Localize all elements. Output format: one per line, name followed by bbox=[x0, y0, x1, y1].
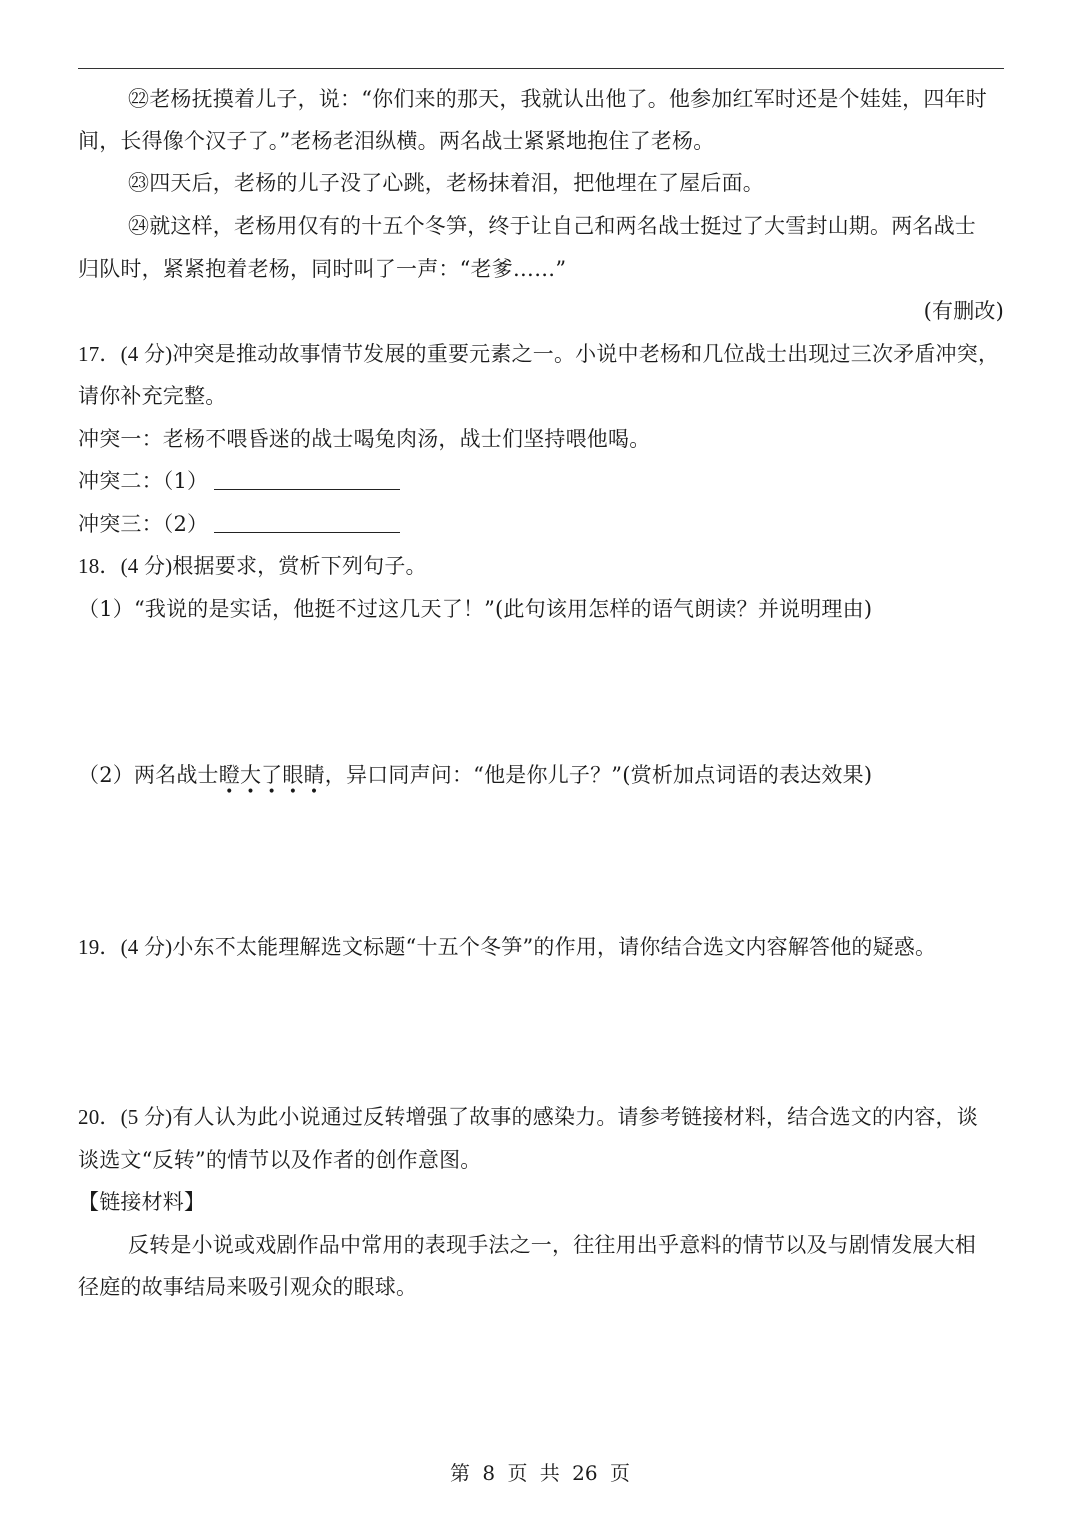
question-20-line2: 谈选文“反转”的情节以及作者的创作意图。 bbox=[78, 1148, 482, 1172]
question-number: 18．(4 分) bbox=[78, 554, 173, 578]
material-line1: 反转是小说或戏剧作品中常用的表现手法之一，往往用出乎意料的情节以及与剧情发展大相 bbox=[128, 1233, 976, 1257]
sub-2-prefix: （2）两名战士 bbox=[78, 763, 219, 787]
passage-p23: ㉓四天后，老杨的儿子没了心跳，老杨抹着泪，把他埋在了屋后面。 bbox=[128, 171, 764, 195]
conflict-1: 冲突一：老杨不喂昏迷的战士喝兔肉汤，战士们坚持喂他喝。 bbox=[78, 427, 651, 451]
passage-note: (有删改) bbox=[923, 299, 1004, 323]
passage-p24-line1: ㉔就这样，老杨用仅有的十五个冬笋，终于让自己和两名战士挺过了大雪封山期。两名战士 bbox=[128, 214, 976, 238]
question-number: 17．(4 分) bbox=[78, 342, 173, 366]
question-20 bbox=[78, 1102, 1008, 1132]
question-text: 小东不太能理解选文标题“十五个冬笋”的作用，请你结合选文内容解答他的疑惑。 bbox=[172, 935, 937, 959]
conflict-3 bbox=[78, 509, 1008, 539]
passage-p24-line2: 归队时，紧紧抱着老杨，同时叫了一声：“老爹……” bbox=[78, 257, 567, 281]
page-footer: 第 8 页 共 26 页 bbox=[450, 1461, 630, 1485]
emphasis-dots: • • • • • bbox=[225, 784, 319, 800]
sub-2-suffix: ，异口同声问：“他是你儿子？”(赏析加点词语的表达效果) bbox=[324, 763, 873, 787]
material-title: 【链接材料】 bbox=[78, 1190, 206, 1214]
passage-p22-line1: ㉒老杨抚摸着儿子，说：“你们来的那天，我就认出他了。他参加红军时还是个娃娃，四年时 bbox=[128, 87, 987, 111]
emphasized-phrase bbox=[218, 760, 325, 800]
question-17 bbox=[78, 339, 1008, 369]
question-number: 19．(4 分) bbox=[78, 935, 173, 959]
question-number: 20．(5 分) bbox=[78, 1105, 173, 1129]
passage-p22-line2: 间，长得像个汉子了。”老杨老泪纵横。两名战士紧紧地抱住了老杨。 bbox=[78, 129, 715, 153]
header-rule bbox=[78, 68, 1004, 69]
material-line2: 径庭的故事结局来吸引观众的眼球。 bbox=[78, 1275, 418, 1299]
question-text: 有人认为此小说通过反转增强了故事的感染力。请参考链接材料，结合选文的内容，谈 bbox=[172, 1105, 978, 1129]
conflict-3-label: 冲突三：（2） bbox=[78, 512, 209, 536]
answer-blank-1[interactable] bbox=[214, 467, 400, 490]
question-text: 冲突是推动故事情节发展的重要元素之一。小说中老杨和几位战士出现过三次矛盾冲突， bbox=[172, 342, 1000, 366]
question-18-sub-1: （1）“我说的是实话，他挺不过这几天了！”(此句该用怎样的语气朗读？并说明理由) bbox=[78, 597, 873, 621]
question-18 bbox=[78, 551, 1008, 581]
answer-blank-2[interactable] bbox=[214, 510, 400, 533]
question-text: 根据要求，赏析下列句子。 bbox=[172, 554, 427, 578]
question-18-sub-2 bbox=[78, 760, 1008, 800]
question-19 bbox=[78, 932, 1008, 962]
conflict-2-label: 冲突二：（1） bbox=[78, 469, 209, 493]
question-17-line2: 请你补充完整。 bbox=[78, 384, 227, 408]
emphasized-phrase-text: 瞪大了眼睛 bbox=[218, 763, 325, 787]
conflict-2 bbox=[78, 466, 1008, 496]
